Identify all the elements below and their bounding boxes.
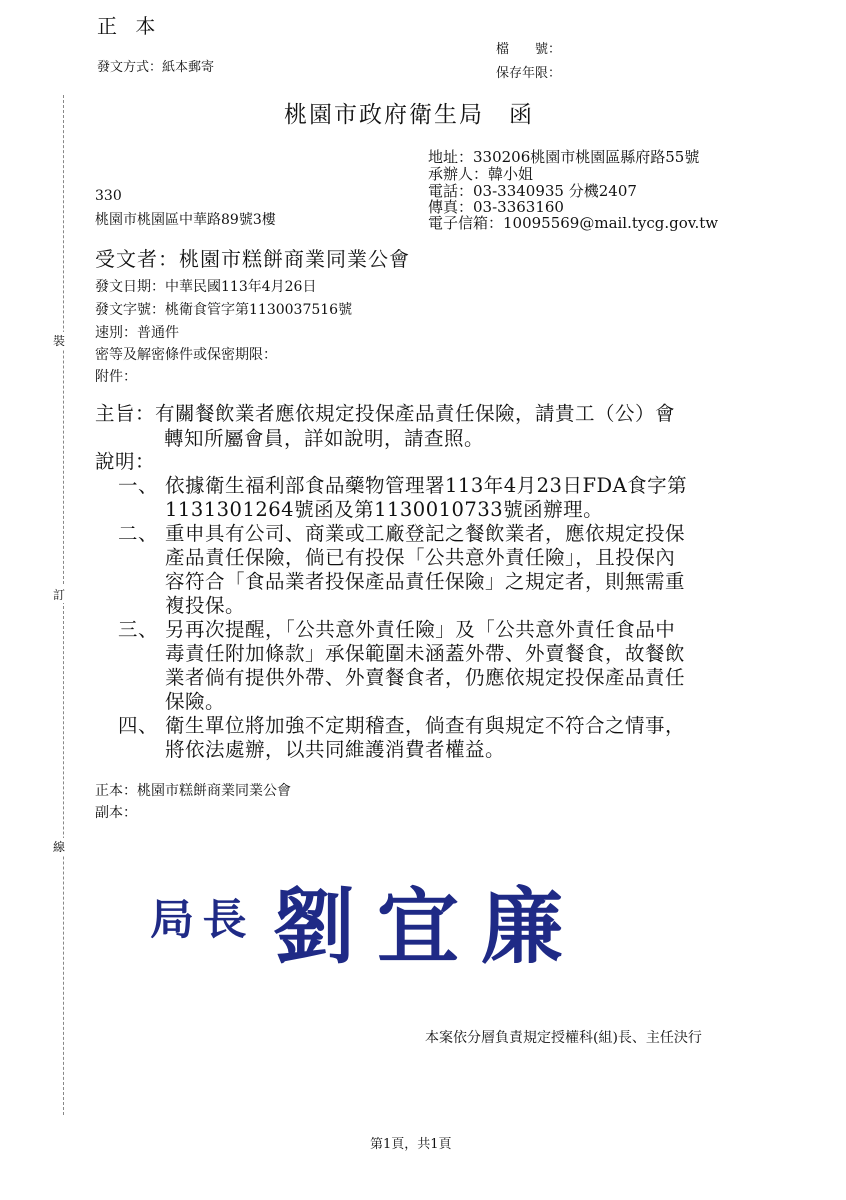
item-line: 保險。	[165, 690, 226, 713]
subject-line-2: 轉知所屬會員，詳如說明，請查照。	[164, 427, 485, 450]
page-number: 第1頁，共1頁	[370, 1137, 452, 1152]
retention-period-label: 保存年限：	[496, 66, 562, 81]
item-number: 三、	[118, 618, 159, 641]
signature-title: 局長	[150, 895, 256, 944]
item-line: 複投保。	[165, 594, 246, 617]
explanation-label: 說明：	[95, 450, 156, 473]
binding-mark: 裝	[53, 334, 66, 348]
document-number: 發文字號：桃衛食管字第1130037516號	[95, 302, 353, 318]
dispatch-method: 發文方式：紙本郵寄	[97, 60, 215, 75]
sender-email: 電子信箱：10095569@mail.tycg.gov.tw	[428, 214, 719, 232]
recipient: 受文者：桃園市糕餅商業同業公會	[95, 247, 410, 271]
sender-address: 地址：330206桃園市桃園區縣府路55號	[428, 148, 700, 166]
binding-mark: 線	[53, 840, 66, 854]
file-number-label: 檔 號：	[496, 42, 562, 57]
item-line: 重申具有公司、商業或工廠登記之餐飲業者，應依規定投保	[165, 522, 686, 545]
sender-fax: 傳真：03-3363160	[428, 198, 564, 216]
speed-class: 速別：普通件	[95, 325, 179, 341]
binding-mark: 訂	[53, 588, 66, 602]
item-line: 產品責任保險，倘已有投保「公共意外責任險」，且投保內	[165, 546, 676, 569]
item-number: 四、	[118, 714, 159, 737]
recipient-postcode: 330	[95, 188, 122, 204]
item-line: 容符合「食品業者投保產品責任保險」之規定者，則無需重	[165, 570, 686, 593]
item-line: 1131301264號函及第1130010733號函辦理。	[165, 498, 604, 521]
secrecy-level: 密等及解密條件或保密期限：	[95, 347, 277, 363]
dispatch-date: 發文日期：中華民國113年4月26日	[95, 279, 317, 295]
copy-label: 正 本	[97, 14, 162, 38]
item-number: 二、	[118, 522, 159, 545]
distribution-original: 正本：桃園市糕餅商業同業公會	[95, 783, 291, 799]
item-number: 一、	[118, 474, 159, 497]
recipient-address: 桃園市桃園區中華路89號3樓	[95, 212, 276, 228]
signature-name: 劉宜廉	[273, 879, 586, 975]
distribution-copy: 副本：	[95, 805, 137, 821]
item-line: 毒責任附加條款」承保範圍未涵蓋外帶、外賣餐食，故餐飲	[165, 642, 686, 665]
authorization-note: 本案依分層負責規定授權科(組)長、主任決行	[425, 1030, 702, 1046]
item-line: 依據衛生福利部食品藥物管理署113年4月23日FDA食字第	[165, 474, 688, 497]
item-line: 業者倘有提供外帶、外賣餐食者，仍應依規定投保產品責任	[165, 666, 686, 689]
item-line: 將依法處辦，以共同維護消費者權益。	[165, 738, 506, 761]
subject-line-1: 主旨：有關餐飲業者應依規定投保產品責任保險，請貴工（公）會	[95, 402, 676, 425]
item-line: 衛生單位將加強不定期稽查，倘查有與規定不符合之情事，	[165, 714, 686, 737]
sender-handler: 承辦人：韓小姐	[428, 165, 534, 183]
item-line: 另再次提醒，「公共意外責任險」及「公共意外責任食品中	[165, 618, 676, 641]
document-title: 桃園市政府衛生局 函	[284, 102, 534, 128]
attachment-label: 附件：	[95, 369, 137, 385]
binding-line	[63, 95, 64, 1115]
sender-phone: 電話：03-3340935 分機2407	[428, 182, 637, 200]
